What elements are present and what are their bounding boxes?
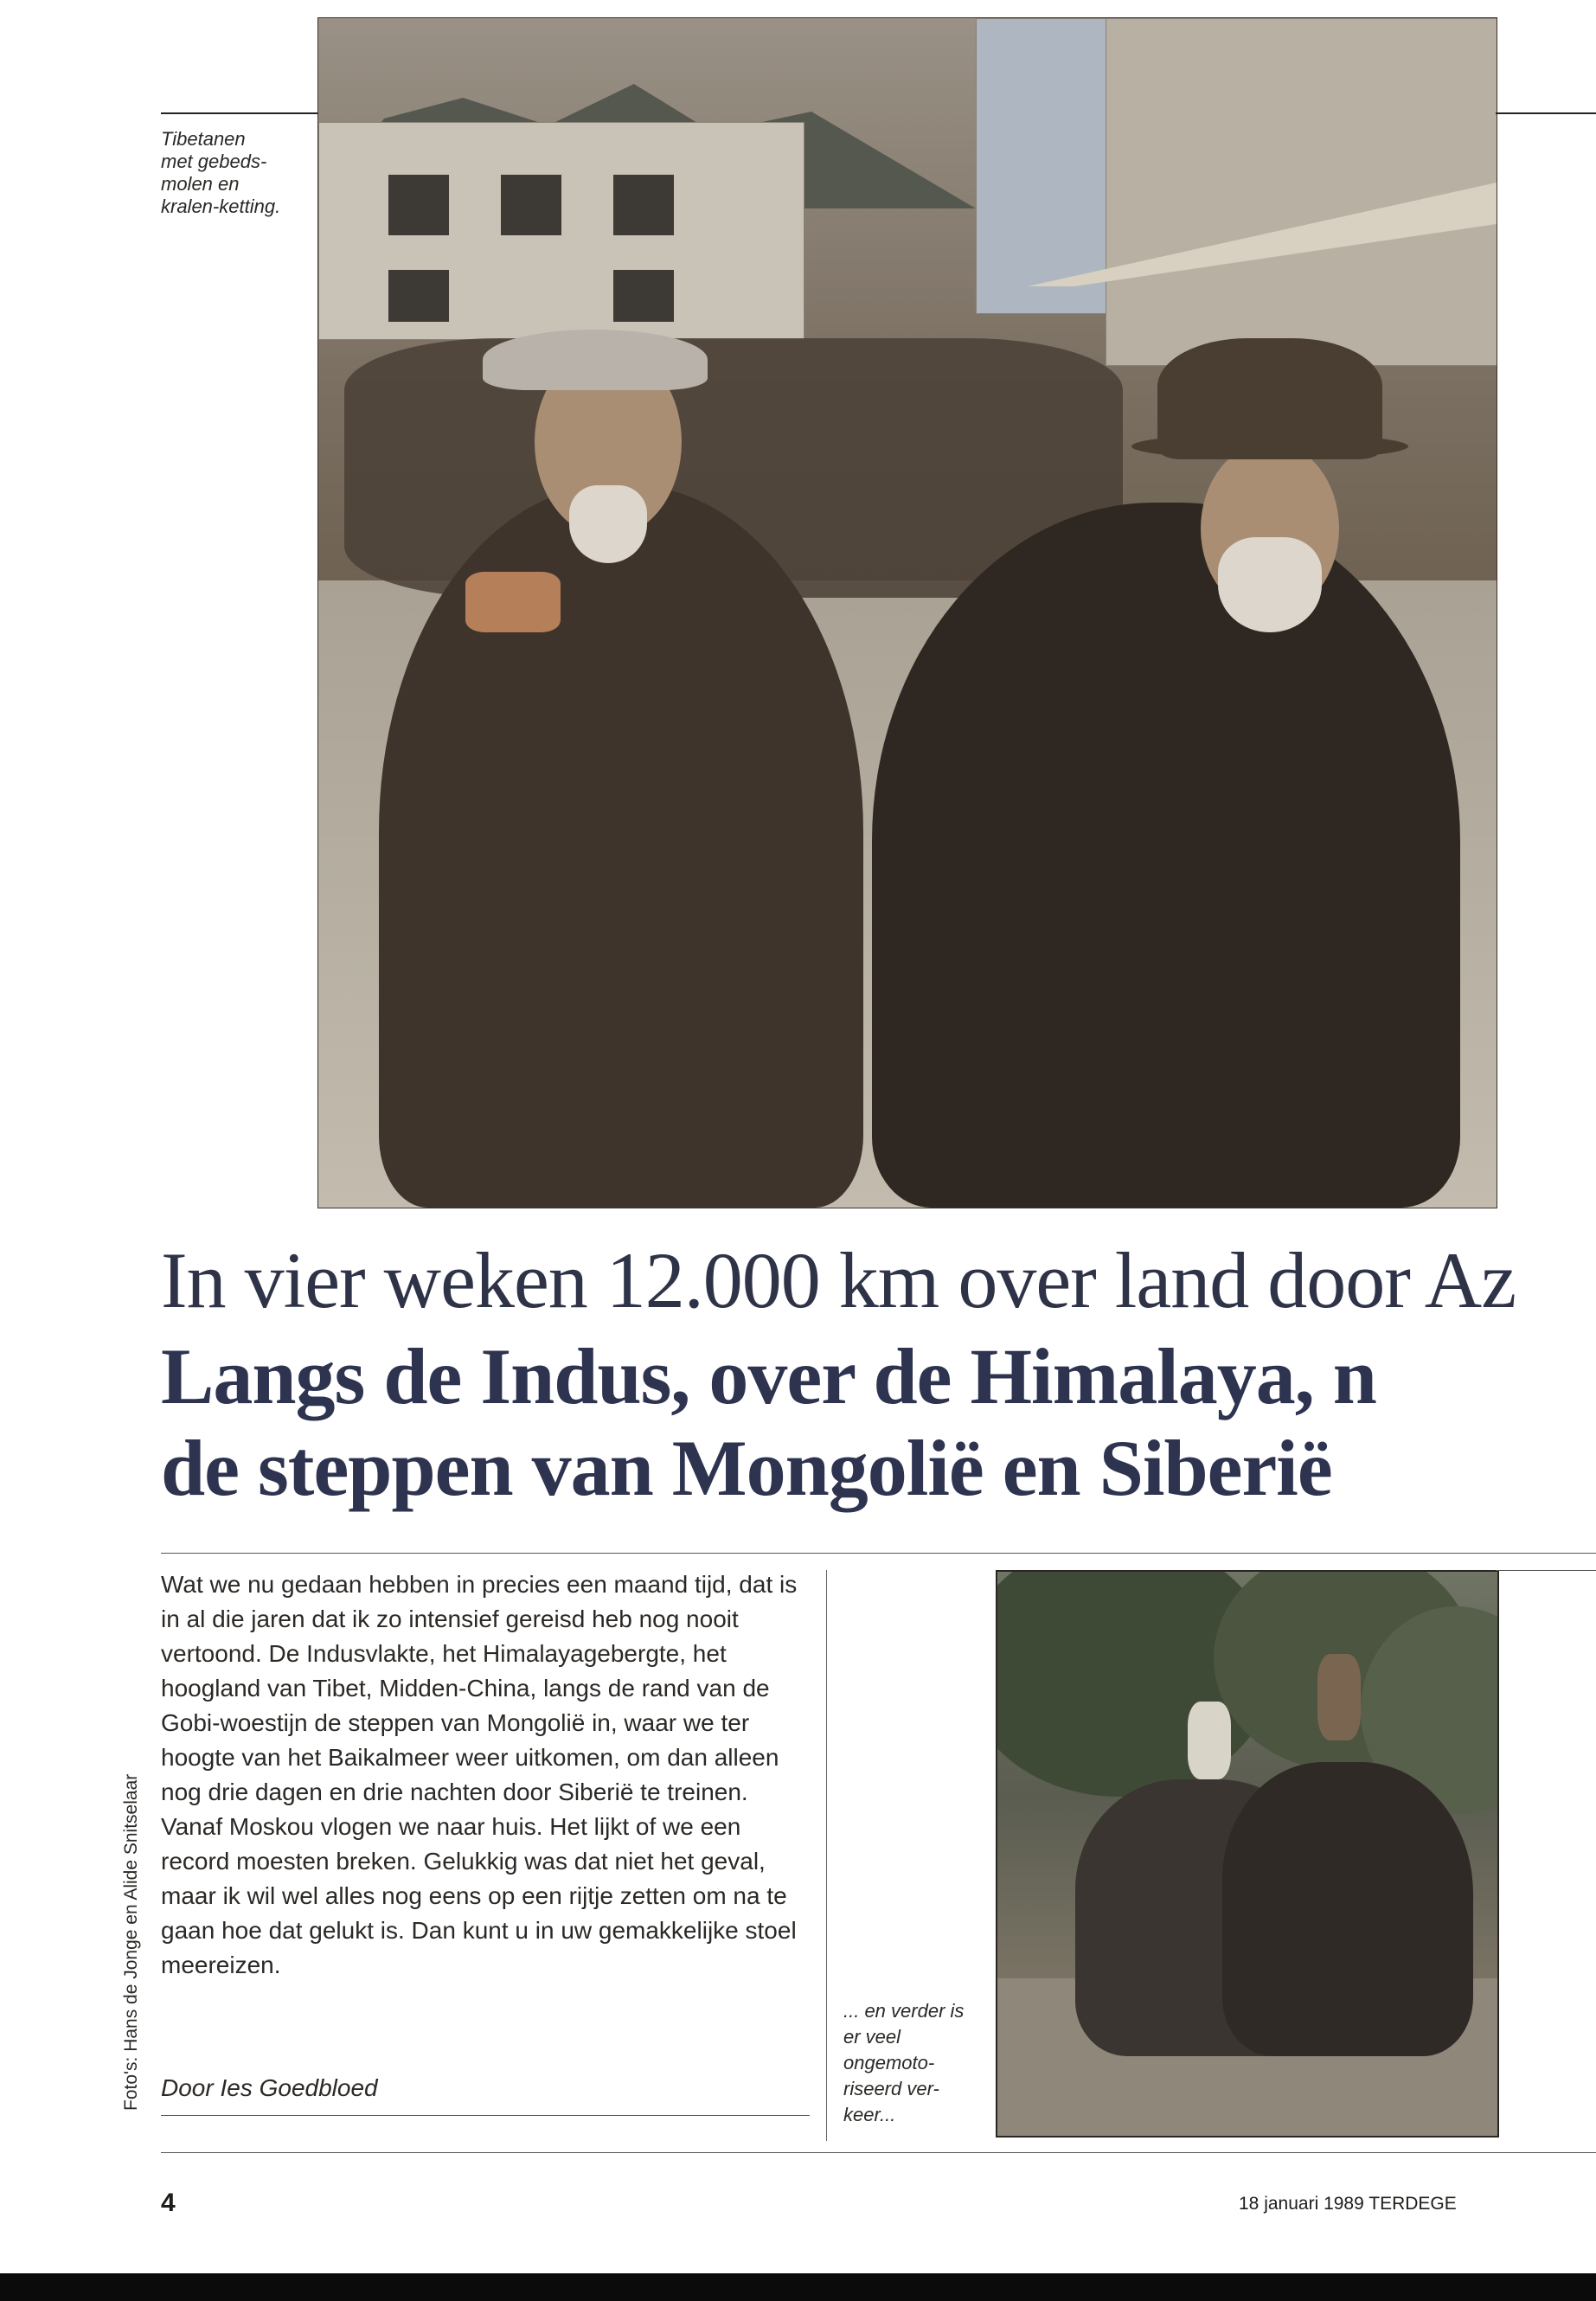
column-divider [826, 1570, 827, 2141]
right-rule-bottom [1496, 1570, 1596, 1571]
publication-date: 18 januari 1989 TERDEGE [1239, 2194, 1457, 2214]
tibetans-photo [317, 17, 1497, 1208]
headline-main [161, 1330, 1596, 1514]
headline-sub: In vier weken 12.000 km over land door Az [161, 1237, 1516, 1324]
footer-rule [161, 2152, 1596, 2153]
page-number: 4 [161, 2189, 176, 2217]
photo-caption-top: Tibetanen met gebeds-molen en kralen-ketting. [161, 128, 281, 217]
scan-edge-band [0, 2273, 1596, 2301]
headline-line-2: de steppen van Mongolië en Siberië [161, 1424, 1332, 1512]
article-body: Wat we nu gedaan hebben in precies een maand tijd, dat is in al die jaren dat ik zo intensief gereisd heb nog nooit vertoond. De Indusvlakte, het Himalayagebergte, het hoogland van Tibet, Midden-China, langs de rand van de Gobi-woestijn de steppen van Mongolië in, waar we ter hoogte van het Baikalmeer weer uitkomen, om dan alleen nog drie dagen en drie nachten door Siberië te treinen. Vanaf Moskou vlogen we naar huis. Het lijkt of we een record moesten breken. Gelukkig was dat niet het geval, maar ik wil wel alles nog eens op een rijtje zetten om na te gaan hoe dat gelukt is. Dan kunt u in uw gemakkelijke stoel meereizen. [161, 1571, 798, 1978]
caption-rule-top [161, 112, 317, 114]
byline: Door Ies Goedbloed [161, 2074, 378, 2101]
photo-credit: Foto's: Hans de Jonge en Alide Snitselaar [121, 1773, 141, 2111]
headline-line-1: Langs de Indus, over de Himalaya, n [161, 1332, 1376, 1420]
byline-rule [161, 2115, 810, 2116]
elephants-photo [996, 1570, 1499, 2138]
right-rule-top [1496, 112, 1596, 114]
article-top-rule [161, 1553, 1596, 1554]
photo-caption-bottom: ... en verder is er veel ongemoto-riseerd ver-keer... [843, 2000, 965, 2125]
